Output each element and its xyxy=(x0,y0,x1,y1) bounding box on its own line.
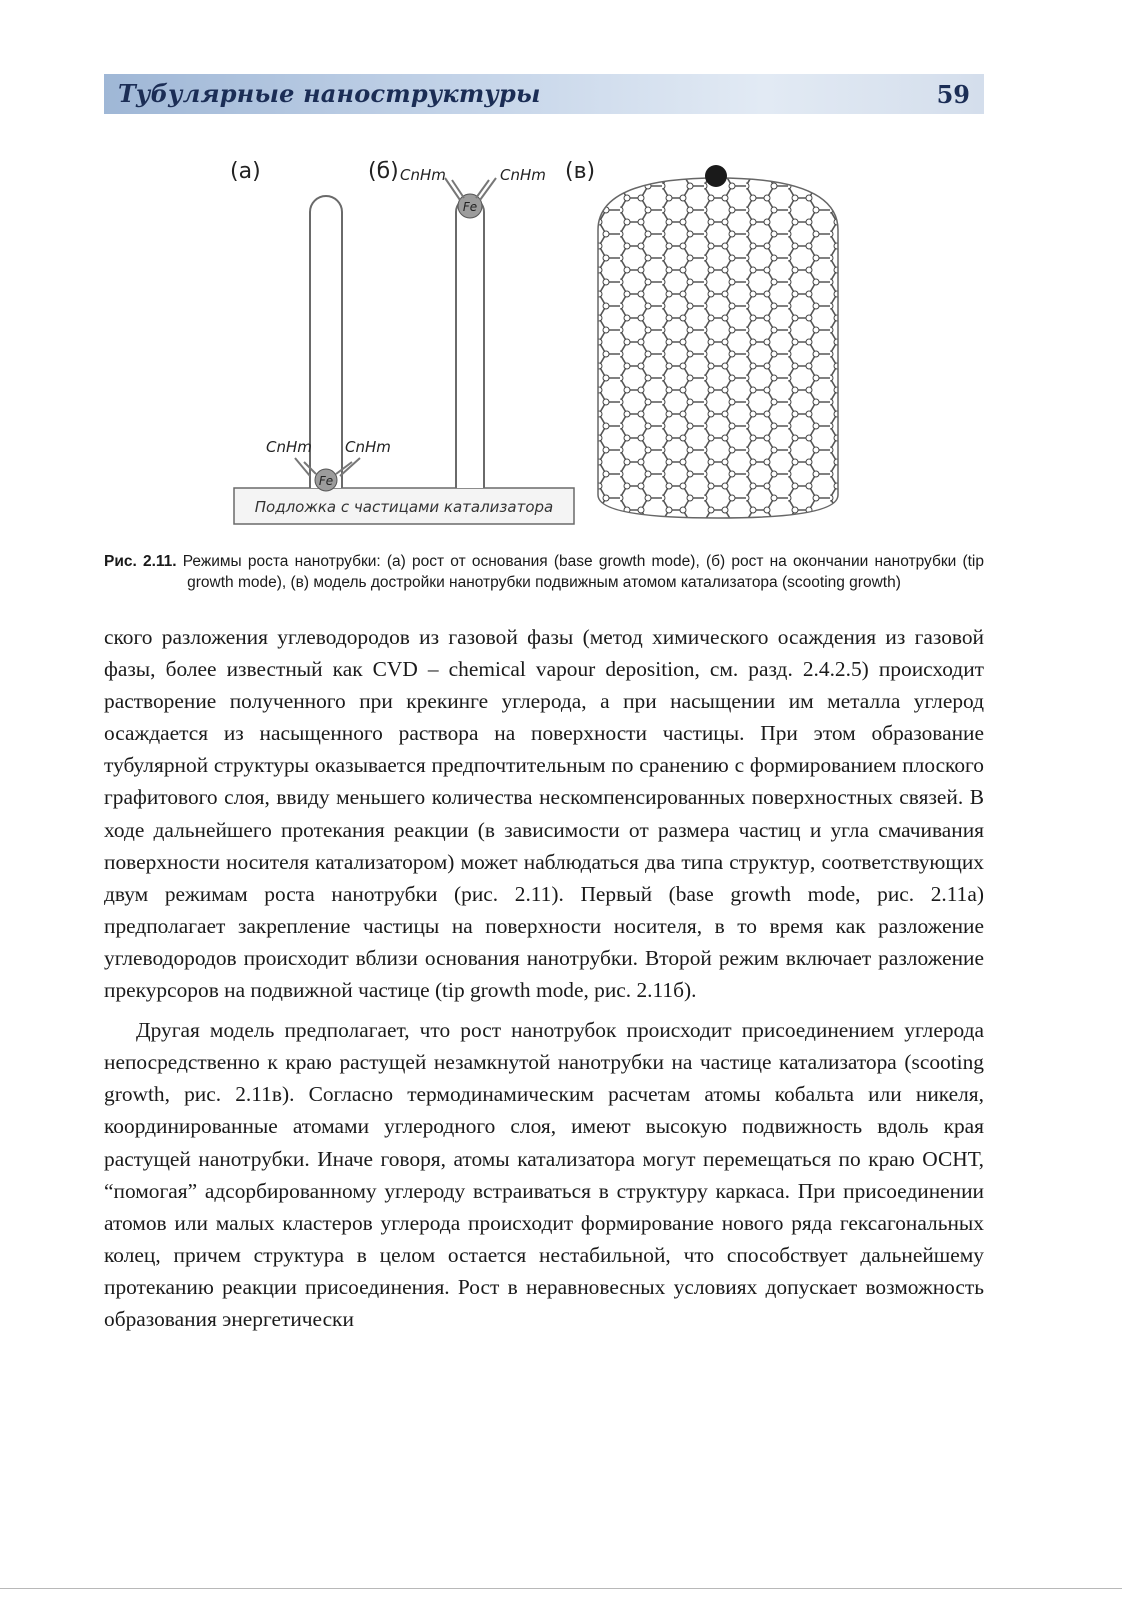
paragraph-2: Другая модель предполагает, что рост нанотрубок происходит присоединением углерода непосредственно к краю растущей незамкнутой нанотрубки на частице катализатора (scooting growth, рис. 2.11в). Согласно термодинамическим расчетам атомы кобальта или никеля, координированные атомами углеродного слоя, имеют высокую подвижность вдоль края растущей нанотрубки. Иначе говоря, атомы катализатора могут перемещаться по краю ОСНТ, “помогая” адсорбированному углероду встраиваться в структуру каркаса. При присоединении атомов или малых кластеров углерода происходит формирование нового ряда гексагональных колец, причем структура в целом остается нестабильной, что способствует дальнейшему протеканию реакции присоединения. Рост в неравновесных условиях допускает возможность образования энергетически xyxy=(104,1018,984,1331)
bottom-rule xyxy=(0,1588,1122,1589)
mobile-catalyst-atom xyxy=(705,165,727,187)
catalyst-label-base: Fe xyxy=(318,474,334,488)
nanotube-atomic-model xyxy=(595,165,841,521)
figure-caption xyxy=(104,551,984,593)
paragraph-1: ского разложения углеводородов из газовой фазы (метод химического осаждения из газовой фазы, более известный как CVD – chemical vapour deposition, см. разд. 2.4.2.5) происходит растворение полученного при крекинге углерода, а при насыщении им металла углерод осаждается из насыщенного раствора на поверхности частицы. При этом образование тубулярной структуры оказывается предпочтительным по сранению с формированием плоского графитового слоя, ввиду меньшего количества нескомпенсированных поверхностных связей. В ходе дальнейшего протекания реакции (в зависимости от размера частиц и угла смачивания поверхности носителя катализатором) может наблюдаться два типа структур, соответствующих двум режимам роста нанотрубки (рис. 2.11). Первый (base growth mode, рис. 2.11а) предполагает закрепление частицы на поверхности носителя, в то время как разложение углеводородов происходит вблизи основания нанотрубки. Второй режим включает разложение прекурсоров на подвижной частице (tip growth mode, рис. 2.11б). xyxy=(104,625,984,1003)
panel-v-label: (в) xyxy=(565,159,596,184)
nanotube-growth-diagram xyxy=(200,150,880,540)
caption-text: Режимы роста нанотрубки: (а) рост от основания (base growth mode), (б) рост на окончании нанотрубки (tip growth mode), (в) модель достройки нанотрубки подвижным атомом катализатора (scooting growth) xyxy=(176,553,984,591)
panel-a-label: (а) xyxy=(230,159,261,184)
precursor-label-a-right: CnHm xyxy=(345,438,391,456)
nanotube-tip-growth xyxy=(456,198,484,488)
running-header-title: Тубулярные наноструктуры xyxy=(118,79,541,108)
precursor-label-a-left: CnHm xyxy=(266,438,312,456)
arrow-b-right xyxy=(476,178,496,200)
nanotube-base-growth xyxy=(310,196,342,488)
figure-2-11 xyxy=(200,150,880,540)
substrate-label: Подложка с частицами катализатора xyxy=(254,498,554,516)
precursor-label-b-right: CnHm xyxy=(500,166,546,184)
catalyst-label-tip: Fe xyxy=(462,200,478,214)
arrow-b-left xyxy=(445,178,464,200)
panel-b-label: (б) xyxy=(368,159,399,184)
precursor-label-b-left: CnHm xyxy=(400,166,446,184)
page-number: 59 xyxy=(936,80,970,109)
body-text xyxy=(104,621,984,1335)
caption-label: Рис. 2.11. xyxy=(104,553,177,570)
